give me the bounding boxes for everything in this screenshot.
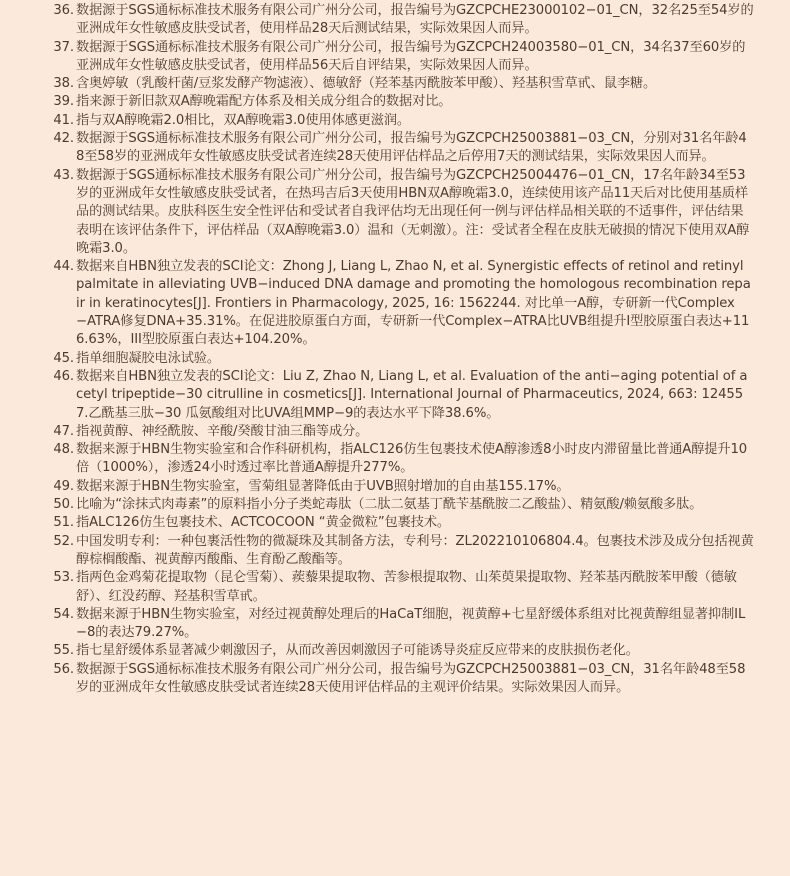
footnote-number: 39 . [0, 93, 76, 111]
footnote-text: 指两色金鸡菊花提取物（昆仑雪菊）、蒺藜果提取物、苦参根提取物、山茱萸果提取物、羟苯基丙酰胺苯甲酸（德敏舒）、红没药醇、羟基积雪草甙。 [76, 570, 737, 604]
footnote-number: 42 . [0, 130, 76, 148]
footnote-item [0, 533, 790, 570]
footnote-text: 指来源于新旧款双A醇晚霜配方体系及相关成分组合的数据对比。 [76, 94, 452, 110]
footnote-item [0, 39, 790, 76]
footnote-item [0, 2, 790, 39]
footnote-item [0, 441, 790, 478]
footnote-text: 中国发明专利：一种包裹活性物的微凝珠及其制备方法，专利号：ZL202210106804.4。包裹技术涉及成分包括视黄醇棕榈酸酯、视黄醇丙酸酯、生育酚乙酸酯等。 [76, 533, 754, 567]
footnote-text: 数据来源于HBN生物实验室，对经过视黄醇处理后的HaCaT细胞，视黄醇+七星舒缓体系组对比视黄醇组显著抑制IL−8的表达79.27%。 [76, 606, 746, 641]
footnote-text: 含奥婷敏（乳酸杆菌/豆浆发酵产物滤液）、德敏舒（羟苯基丙酰胺苯甲酸）、羟基积雪草甙、鼠李糖。 [76, 76, 657, 92]
footnote-text: 数据来自HBN独立发表的SCI论文：Zhong J, Liang L, Zhao N, et al. Synergistic effects of retinol and retinyl palmitate in alleviating UVB−induced DNA damage and promoting the homologous recombination repair in keratinocytes[J]. Frontiers in Pharmacology, 2025, 16: 1562244. 对比单一A醇，专研新一代Complex−ATRA修复DNA+35.31%。在促进胶原蛋白方面，专研新一代Complex−ATRA比UVB组提升I型胶原蛋白表达+116.63%，III型胶原蛋白表达+104.20%。 [76, 259, 751, 348]
footnote-item [0, 350, 790, 368]
footnote-text: 指七星舒缓体系显著减少刺激因子，从而改善因刺激因子可能诱导炎症反应带来的皮肤损伤老化。 [76, 643, 639, 659]
footnote-item [0, 642, 790, 660]
footnote-text: 数据源于SGS通标标准技术服务有限公司广州分公司，报告编号为GZCPCHE23000102−01_CN，32名25至54岁的亚洲成年女性敏感皮肤受试者，使用样品28天后测试结果，实际效果因人而异。 [76, 3, 754, 37]
footnote-number: 48 . [0, 441, 76, 459]
footnote-number: 52 . [0, 533, 76, 551]
footnote-number: 47 . [0, 423, 76, 441]
footnote-number: 53 . [0, 569, 76, 587]
footnote-text: 指单细胞凝胶电泳试验。 [76, 350, 220, 366]
footnote-number: 37 . [0, 39, 76, 57]
footnote-text: 指ALC126仿生包裹技术、ACTCOCOON “黄金微粒”包裹技术。 [76, 515, 450, 531]
footnote-number: 50 . [0, 496, 76, 514]
footnote-item [0, 167, 790, 258]
footnote-number: 36 . [0, 2, 76, 20]
footnote-text: 数据源于SGS通标标准技术服务有限公司广州分公司，报告编号为GZCPCH25003881−03_CN，分别对31名年龄48至58岁的亚洲成年女性敏感皮肤受试者连续28天使用评估样品之后停用7天的测试结果，实际效果因人而异。 [76, 131, 747, 165]
footnote-number: 45 . [0, 350, 76, 368]
footnote-number: 43 . [0, 167, 76, 185]
footnote-number: 38 . [0, 75, 76, 93]
footnote-item [0, 75, 790, 93]
footnote-text: 数据源于SGS通标标准技术服务有限公司广州分公司，报告编号为GZCPCH25004476−01_CN，17名年龄34至53岁的亚洲成年女性敏感皮肤受试者，在热玛吉后3天使用HBN双A醇晚霜3.0，连续使用该产品11天后对比使用基质样品的测试结果。皮肤科医生安全性评估和受试者自我评估均无出现任何一例与评估样品相关联的不适事件，评估结果表明在该评估条件下，评估样品（双A醇晚霜3.0）温和（无刺激）。注：受试者全程在皮肤无破损的情况下使用双A醇晚霜3.0。 [76, 167, 750, 256]
footnote-number: 51 . [0, 514, 76, 532]
footnote-number: 41 . [0, 112, 76, 130]
footnote-text: 数据源于SGS通标标准技术服务有限公司广州分公司，报告编号为GZCPCH24003580−01_CN，34名37至60岁的亚洲成年女性敏感皮肤受试者，使用样品56天后自评结果，实际效果因人而异。 [76, 39, 746, 73]
footnote-item [0, 112, 790, 130]
footnote-item [0, 478, 790, 496]
footnote-item [0, 606, 790, 643]
footnote-text: 比喻为“涂抹式肉毒素”的原料指小分子类蛇毒肽（二肽二氨基丁酰苄基酰胺二乙酸盐）、精氨酸/赖氨酸多肽。 [76, 497, 703, 513]
footnote-number: 49 . [0, 478, 76, 496]
footnote-item [0, 514, 790, 532]
footnote-text: 指视黄醇、神经酰胺、辛酸/癸酸甘油三酯等成分。 [76, 423, 369, 439]
footnote-number: 44 . [0, 258, 76, 276]
footnote-text: 数据源于SGS通标标准技术服务有限公司广州分公司，报告编号为GZCPCH25003881−03_CN，31名年龄48至58岁的亚洲成年女性敏感皮肤受试者连续28天使用评估样品的主观评价结果。实际效果因人而异。 [76, 661, 746, 695]
footnote-item [0, 423, 790, 441]
footnote-text: 数据来自HBN独立发表的SCI论文：Liu Z, Zhao N, Liang L, et al. Evaluation of the anti−aging potential of acetyl tripeptide−30 citrulline in cosmetics[J]. International Journal of Pharmaceutics, 2024, 663: 124557.乙酰基三肽−30 瓜氨酸组对比UVA组MMP−9的表达水平下降38.6%。 [76, 368, 748, 421]
footnote-item [0, 368, 790, 423]
footnote-text: 数据来源于HBN生物实验室和合作科研机构，指ALC126仿生包裹技术使A醇渗透8小时皮内滞留量比普通A醇提升10倍（1000%），渗透24小时透过率比普通A醇提升277%。 [76, 442, 748, 476]
footnote-item [0, 130, 790, 167]
footnote-item [0, 93, 790, 111]
footnote-text: 指与双A醇晚霜2.0相比，双A醇晚霜3.0使用体感更滋润。 [76, 112, 411, 128]
footnote-number: 56 . [0, 661, 76, 679]
footnote-text: 数据来源于HBN生物实验室，雪菊组显著降低由于UVB照射增加的自由基155.17%。 [76, 478, 570, 494]
footnote-item [0, 258, 790, 349]
footnote-item [0, 569, 790, 606]
footnote-item [0, 496, 790, 514]
footnote-number: 55 . [0, 642, 76, 660]
footnote-item [0, 661, 790, 698]
footnote-number: 46 . [0, 368, 76, 386]
footnote-number: 54 . [0, 606, 76, 624]
